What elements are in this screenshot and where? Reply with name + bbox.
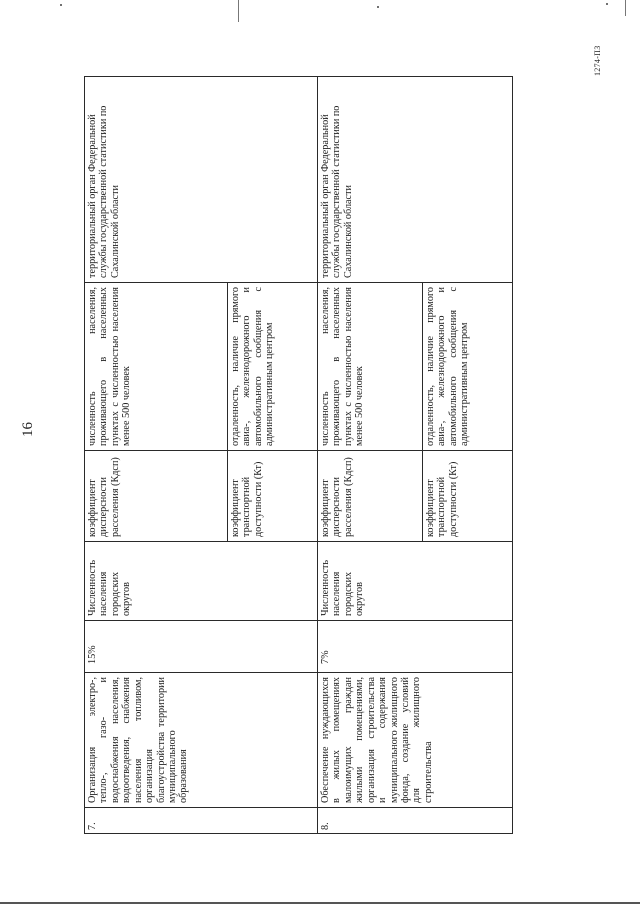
row-number: 8.: [320, 822, 331, 830]
base-indicator-cell: [318, 542, 513, 621]
row-number-cell: [318, 808, 513, 834]
coefficient-cell: [318, 451, 423, 542]
base-indicator-cell: [85, 542, 318, 621]
function-cell: [85, 673, 318, 808]
base-indicator-text: Численность населения городских округов: [320, 559, 366, 616]
criterion-text: отдаленность, наличие прямого авиа-, железнодорожного и автомобильного сообщения с административным центром: [230, 287, 276, 446]
scan-edge-line: [0, 902, 640, 904]
table-row: [318, 77, 423, 834]
criterion-cell: [318, 283, 423, 451]
source-cell: [85, 77, 318, 283]
criterion-text: отдаленность, наличие прямого авиа-, железнодорожного и автомобильного сообщения с административным центром: [425, 287, 471, 446]
page-number: 16: [20, 422, 36, 437]
criterion-text: численность населения, проживающего в населенных пунктах с численностью населения менее 500 человек: [87, 287, 133, 446]
scan-fold-mark: [238, 0, 239, 22]
criterion-cell: [85, 283, 228, 451]
function-text: Обеспечение нуждающихся в жилых помещениях малоимущих граждан жилыми помещениями, организация строительства и содержания муниципального жилищного фонда, создание условий для жилищного строительства: [320, 677, 434, 803]
scan-speck: [606, 3, 608, 5]
function-cell: [318, 673, 513, 808]
source-text: территориальный орган Федеральной службы государственной статистики по Сахалинской области: [87, 105, 121, 278]
scan-fold-mark: [625, 0, 626, 16]
document-code: 1274-ПЗ: [593, 45, 602, 76]
base-indicator-text: Численность населения городских округов: [87, 559, 133, 616]
coefficient-cell: [423, 451, 513, 542]
row-number-cell: [85, 808, 318, 834]
coefficient-text: коэффициент дисперсности расселения (Кдсп): [87, 457, 121, 537]
coefficient-text: коэффициент дисперсности расселения (Кдсп): [320, 457, 354, 537]
coefficient-text: коэффициент транспортной доступности (Кт): [230, 461, 264, 537]
weight-cell: [318, 621, 513, 673]
criterion-text: численность населения, проживающего в населенных пунктах с численностью населения менее 500 человек: [320, 287, 366, 446]
function-text: Организация электро-, тепло-, газо- и водоснабжения населения, водоотведения, снабжения населения топливом, организация благоустройства территории муниципального образования: [87, 677, 190, 803]
weight-value: 15%: [87, 645, 98, 664]
source-cell: [318, 77, 513, 283]
weight-value: 7%: [320, 650, 331, 664]
coefficient-cell: [85, 451, 228, 542]
weight-cell: [85, 621, 318, 673]
table-row: [85, 77, 228, 834]
source-text: территориальный орган Федеральной службы государственной статистики по Сахалинской области: [320, 105, 354, 278]
coefficient-text: коэффициент транспортной доступности (Кт): [425, 461, 459, 537]
indicator-table: [84, 76, 513, 834]
scan-speck: [377, 6, 379, 8]
criterion-cell: [228, 283, 318, 451]
row-number: 7.: [87, 822, 98, 830]
coefficient-cell: [228, 451, 318, 542]
criterion-cell: [423, 283, 513, 451]
scan-speck: [60, 4, 62, 6]
